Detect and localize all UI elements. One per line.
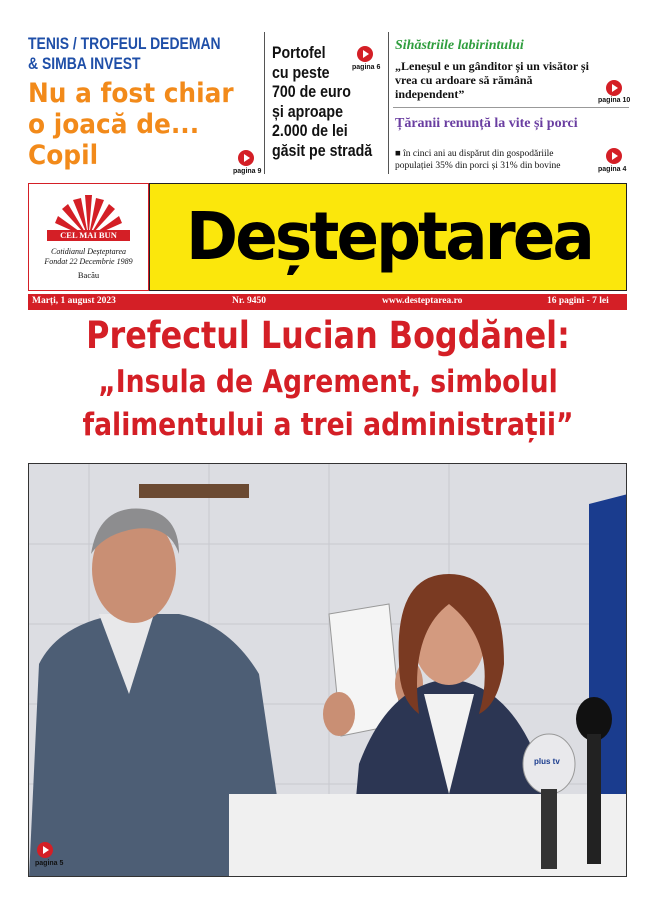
wallet-line6: găsit pe stradă	[272, 141, 373, 160]
labyrinth-title[interactable]: Sihăstriile labirintului	[395, 38, 524, 53]
wallet-teaser[interactable]	[272, 44, 372, 161]
logo-banner	[47, 230, 130, 241]
divider-1	[264, 32, 265, 174]
issue-date: Marți, 1 august 2023	[32, 296, 116, 306]
sport-headline-line3: Copil	[28, 140, 99, 171]
tagline-line1: Cotidianul Deșteptarea	[50, 247, 127, 256]
pages-price: 16 pagini - 7 lei	[547, 296, 609, 306]
farmers-play-icon[interactable]	[606, 148, 622, 164]
wallet-line3: 700 de euro	[272, 83, 351, 101]
farmers-text	[395, 148, 560, 172]
issue-number: Nr. 9450	[232, 296, 266, 306]
headline-line1[interactable]: Prefectul Lucian Bogdănel:	[86, 314, 570, 357]
logo-tagline	[29, 247, 148, 267]
website-link[interactable]: www.desteptarea.ro	[382, 296, 463, 306]
right-teaser-rule	[393, 107, 629, 108]
sport-page-ref: pagina 9	[233, 168, 262, 175]
farmers-page-ref: pagina 4	[598, 166, 627, 173]
logo-city: Bacău	[77, 270, 100, 280]
press-photo-illustration	[29, 464, 627, 877]
sport-play-icon[interactable]	[238, 150, 254, 166]
labyrinth-play-icon[interactable]	[606, 80, 622, 96]
logo-banner-text: CEL MAI BUN	[60, 230, 117, 240]
divider-2	[388, 32, 389, 174]
photo-page-ref: pagina 5	[35, 860, 64, 867]
masthead[interactable]	[149, 183, 627, 291]
labyrinth-quote-line3: independent”	[395, 87, 465, 101]
wallet-line2: cu peste	[272, 63, 330, 82]
masthead-title: Deșteptarea	[186, 198, 592, 275]
info-bar	[28, 294, 627, 310]
farmers-text-line2: populației 35% din porci și 31% din bovine	[395, 161, 561, 171]
wallet-line4: și aproape	[272, 102, 343, 121]
farmers-title[interactable]: Țăranii renunță la vite și porci	[395, 116, 578, 131]
labyrinth-page-ref: pagina 10	[598, 97, 631, 104]
sport-headline-line2: o joacă de...	[28, 109, 200, 140]
mic-brand-label: plus tv	[534, 757, 560, 766]
farmers-text-line1: în cinci ani au dispărut din gospodăriile	[403, 149, 554, 159]
labyrinth-quote-line2: vrea cu ardoare să rămână	[395, 73, 533, 87]
headline-line3[interactable]: falimentului a trei administrații”	[82, 407, 574, 443]
labyrinth-quote-line1: „Leneșul e un gânditor și un visător și	[395, 59, 589, 73]
wallet-line1: Portofel	[272, 44, 326, 62]
tagline-line2: Fondat 22 Decembrie 1989	[44, 257, 133, 266]
wallet-page-ref: pagina 6	[352, 64, 381, 71]
press-conference-photo[interactable]	[28, 463, 627, 877]
sport-kicker	[28, 34, 221, 74]
sport-kicker-line2: & SIMBA INVEST	[28, 54, 141, 73]
headline-line2[interactable]: „Insula de Agrement, simbolul	[98, 364, 558, 400]
labyrinth-quote	[395, 59, 589, 101]
wallet-play-icon[interactable]	[357, 46, 373, 62]
sport-kicker-line1: TENIS / TROFEUL DEDEMAN	[28, 34, 221, 53]
logo[interactable]	[28, 183, 149, 291]
wallet-line5: 2.000 de lei	[272, 122, 348, 140]
bullet-icon: ■	[395, 149, 404, 159]
sport-headline[interactable]	[28, 78, 234, 171]
photo-play-icon[interactable]	[37, 842, 53, 858]
sport-headline-line1: Nu a fost chiar	[28, 78, 234, 109]
